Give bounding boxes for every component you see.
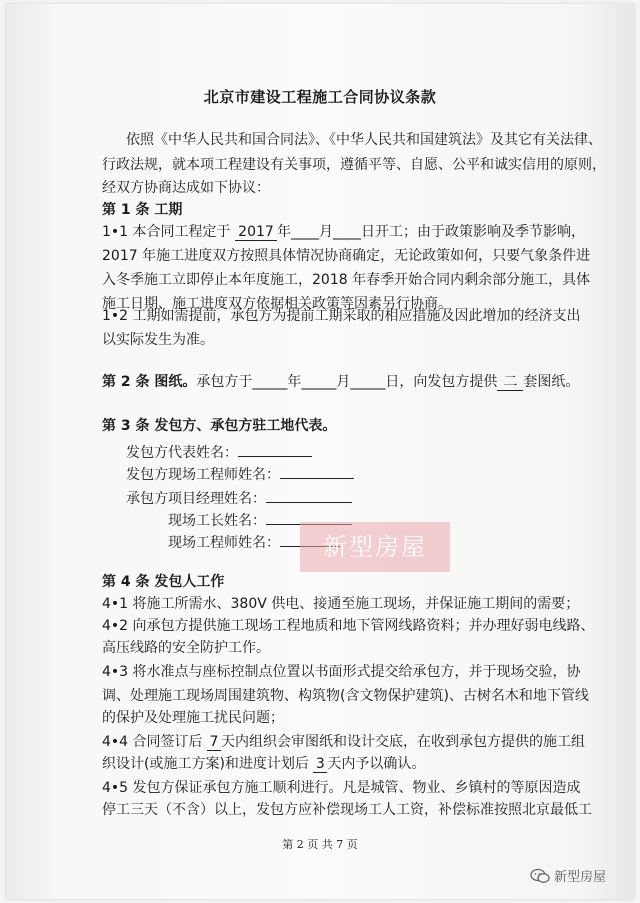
clause-1-1-line-2: 2017 年施工进度双方按照具体情况协商确定，无论政策如何，只要气象条件进 [102,248,591,264]
field-label: 发包方代表姓名： [126,445,238,461]
brand-mark [530,866,606,885]
intro-line-1: 依照《中华人民共和国合同法》、《中华人民共和国建筑法》及其它有关法律、 [126,132,602,148]
article-4-heading: 第 4 条 发包人工作 [102,574,225,590]
clause-4-3-line-3: 的保护及处理施工扰民问题； [102,710,284,726]
field-label: 发包方现场工程师姓名： [126,467,280,483]
field-label: 现场工程师姓名： [168,535,280,551]
clause-4-4-line-2 [102,754,425,774]
clause-4-4-text-a: 4•4 合同签订后 [102,734,203,750]
field-owner-engineer [126,462,354,485]
intro-line-2: 行政法规，就本项工程建设有关事项，遵循平等、自愿、公平和诚实信用的原则， [102,157,606,173]
wechat-icon [530,868,550,884]
field-blank [280,462,354,479]
article-2-heading: 第 2 条 图纸。 [102,374,197,390]
clause-4-2-line-1: 4•2 向承包方提供施工现场工程地质和地下管网线路资料；并办理好弱电线路、 [102,618,595,634]
article-2-text-suffix: 套图纸。 [523,374,580,390]
clause-4-4-text-c: 织设计(或施工方案)和进度计划后 [102,756,309,772]
start-year: 2017 [235,224,277,241]
clause-4-4-line-1 [102,732,585,752]
clause-1-2-line-1: 1•2 工期如需提前，承包方为提前工期采取的相应措施及因此增加的经济支出 [102,308,581,324]
clause-1-1-line-3: 入冬季施工立即停止本年度施工，2018 年春季开始合同内剩余部分施工，具体 [102,272,591,288]
clause-1-1-line-4: 施工日期、施工进度双方依据相关政策等因素另行协商。 [102,296,452,312]
clause-4-3-line-2: 调、处理施工现场周围建筑物、构筑物(含文物保护建筑)、古树名木和地下管线 [102,688,589,704]
confirm-days: 3 [313,756,327,773]
article-3-heading: 第 3 条 发包方、承包方驻工地代表。 [102,418,337,434]
clause-4-5-line-2: 停工三天（不含）以上，发包方应补偿现场工人工资，补偿标准按照北京最低工 [102,802,592,818]
document-title: 北京市建设工程施工合同协议条款 [203,88,437,106]
drawing-copies: 二 [497,374,523,391]
clause-4-2-line-2: 高压线路的安全防护工作。 [102,640,270,656]
article-2 [102,372,579,392]
watermark: 新型房屋 [300,522,450,572]
page-number: 第 2 页 共 7 页 [282,838,358,851]
review-days: 7 [207,734,221,751]
field-blank [238,440,312,457]
field-owner-rep [126,440,312,463]
field-pm [126,486,352,509]
clause-4-4-text-d: 天内予以确认。 [327,756,426,772]
clause-4-4-text-b: 天内组织会审图纸和设计交底，在收到承包方提供的施工组 [220,734,585,750]
article-2-text-prefix: 承包方于_____年_____月_____日，向发包方提供 [196,374,498,390]
field-label: 现场工长姓名： [168,513,266,529]
clause-4-5-line-1: 4•5 发包方保证承包方施工顺利进行。凡是城管、物业、乡镇村的等原因造成 [102,780,581,796]
clause-1-1-suffix: 年____月____日开工；由于政策影响及季节影响， [276,224,585,240]
clause-4-1: 4•1 将施工所需水、380V 供电、接通至施工现场，并保证施工期间的需要； [102,596,580,612]
clause-1-2-line-2: 以实际发生为准。 [102,332,214,348]
clause-1-1-prefix: 1•1 本合同工程定于 [102,224,231,240]
brand-name: 新型房屋 [554,870,607,885]
article-1-heading: 第 1 条 工期 [102,202,183,218]
field-label: 承包方项目经理姓名： [126,491,266,507]
field-blank [266,486,352,503]
intro-line-3: 经双方协商达成如下协议： [102,180,270,196]
clause-1-1 [102,222,585,242]
clause-4-3-line-1: 4•3 将水准点与座标控制点位置以书面形式提交给承包方，并于现场交验，协 [102,664,581,680]
